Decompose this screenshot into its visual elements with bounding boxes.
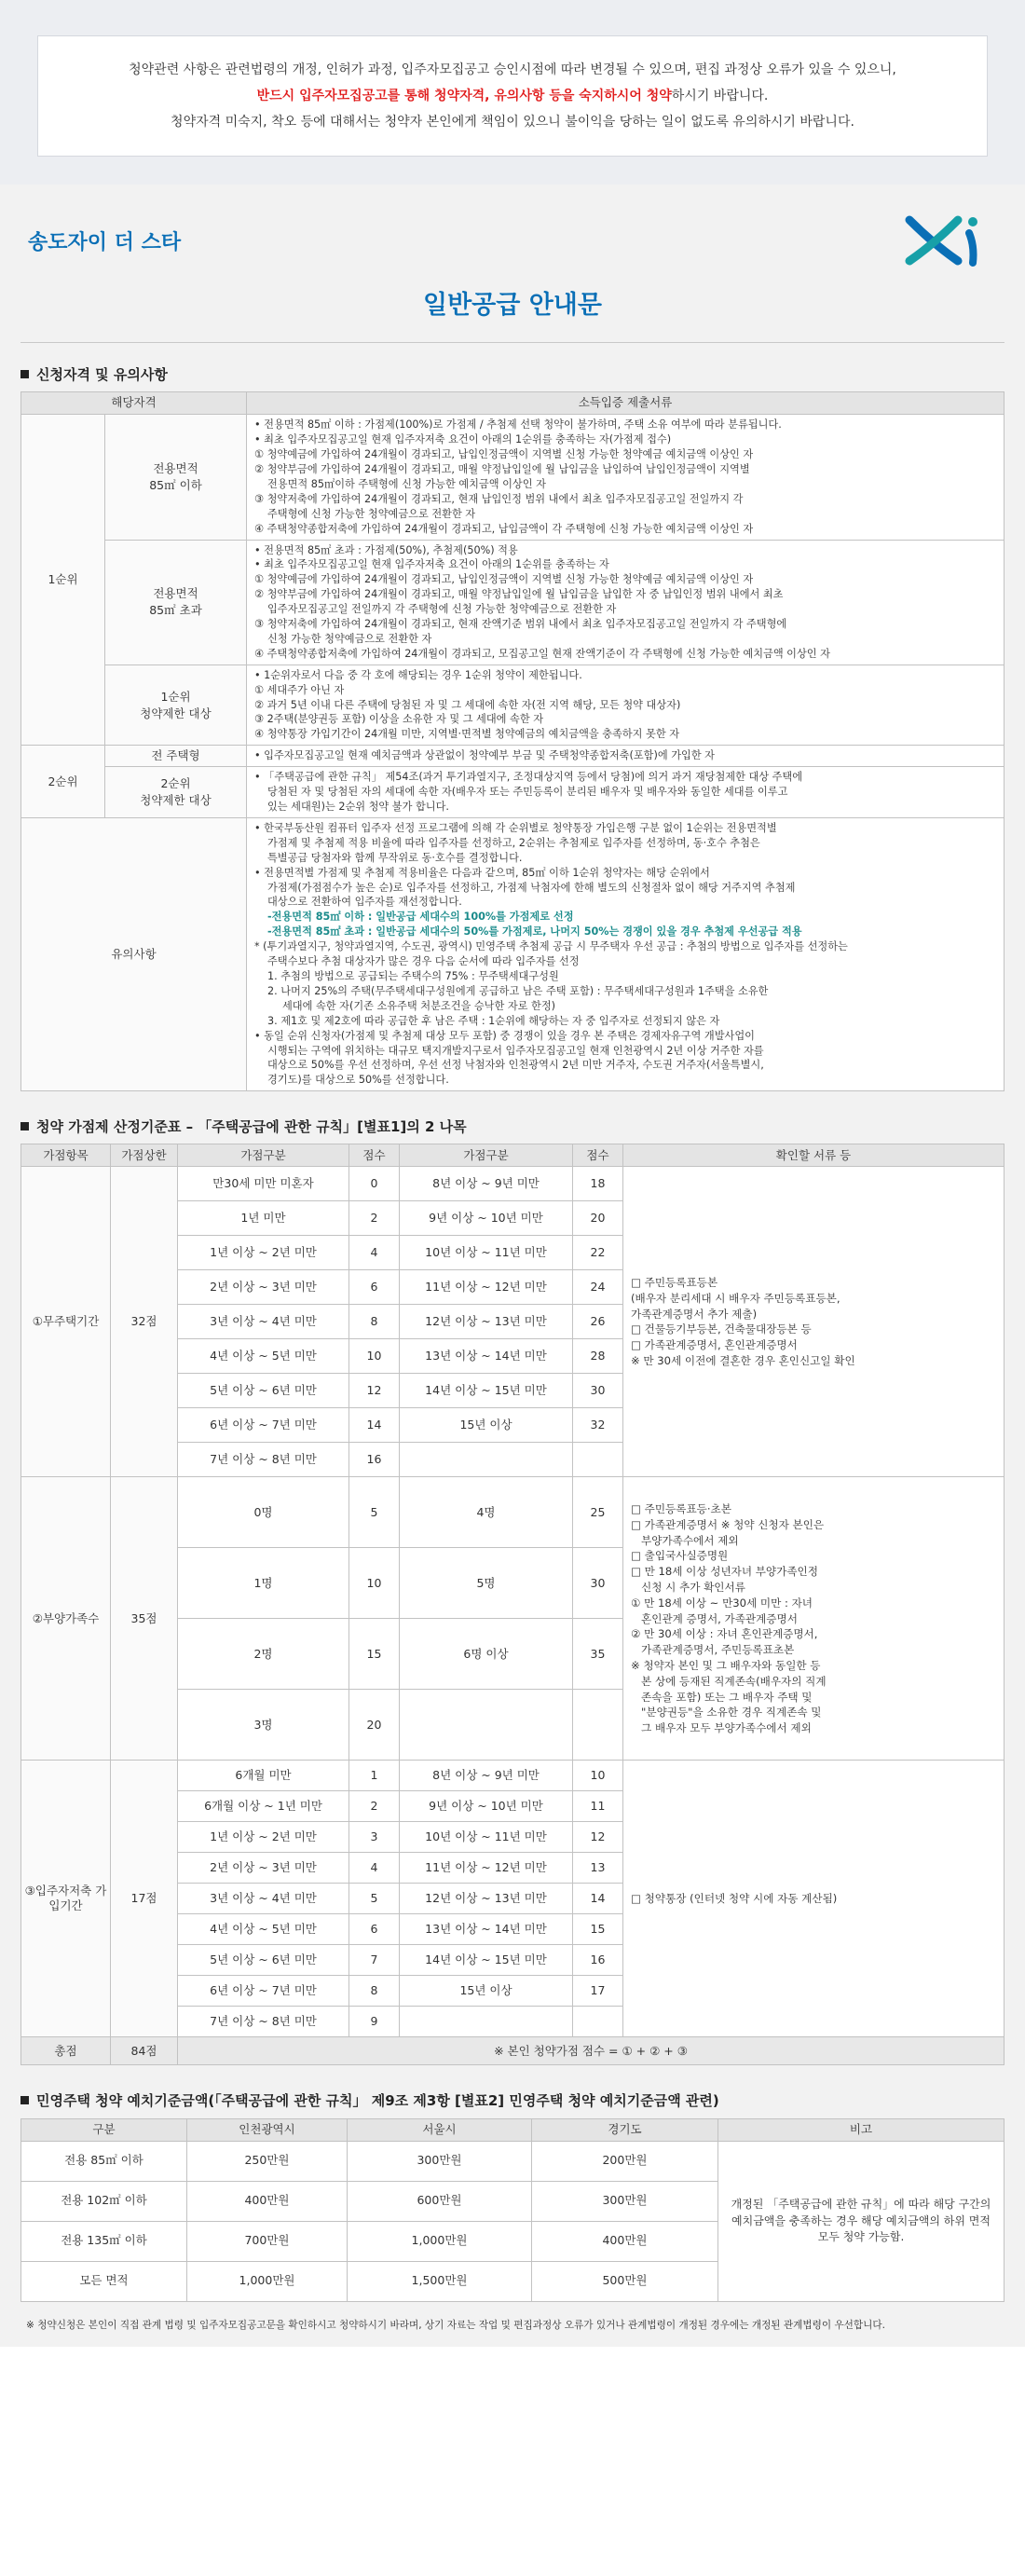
- score-a: 14: [349, 1408, 400, 1443]
- header-cell: 구분: [21, 2118, 187, 2141]
- detail-line: ① 청약예금에 가입하여 24개월이 경과되고, 납입인정금액이 지역별 신청 가능한 청약예금 예치금액 이상인 자: [254, 448, 754, 461]
- detail-line: 주택형에 신청 가능한 청약예금으로 전환한 자: [267, 507, 476, 520]
- score-b: 13: [573, 1853, 623, 1884]
- proof-line: ② 만 30세 이상 : 자녀 혼인관계증명서,: [631, 1627, 818, 1641]
- header-cell: 서울시: [348, 2118, 532, 2141]
- detail-line: 당첨된 자 및 당첨된 자의 세대에 속한 자(배우자 또는 주민등록이 분리된 배우자 및 배우자와 동일한 세대를 이루고: [267, 786, 788, 799]
- section-eligibility-title: [20, 360, 1004, 391]
- proof-documents: [623, 1167, 1004, 1477]
- criterion-b: 12년 이상 ~ 13년 미만: [400, 1884, 573, 1914]
- main-content: [0, 185, 1025, 2347]
- criterion-a: 5년 이상 ~ 6년 미만: [178, 1945, 349, 1976]
- score-item-max: 17점: [111, 1761, 178, 2037]
- criterion-b: 15년 이상: [400, 1408, 573, 1443]
- deposit-amount: 400만원: [532, 2221, 718, 2261]
- criterion-b: [400, 1690, 573, 1761]
- criterion-a: 1명: [178, 1548, 349, 1619]
- table-header-row: [21, 2118, 1004, 2141]
- table-row: [21, 1477, 1004, 1548]
- deposit-amount: 1,000만원: [187, 2261, 348, 2301]
- section-eligibility-title-text: 신청자격 및 유의사항: [36, 366, 168, 383]
- criterion-a: 1년 이상 ~ 2년 미만: [178, 1236, 349, 1270]
- score-b: 30: [573, 1548, 623, 1619]
- section-deposit-title-text: 민영주택 청약 예치기준금액(「주택공급에 관한 규칙」 제9조 제3항 [별표2] 민영주택 청약 예치기준금액 관련): [36, 2092, 719, 2110]
- score-b: 14: [573, 1884, 623, 1914]
- score-a: 9: [349, 2007, 400, 2037]
- criterion-b: 14년 이상 ~ 15년 미만: [400, 1945, 573, 1976]
- score-a: 6: [349, 1270, 400, 1305]
- criterion-a: 4년 이상 ~ 5년 미만: [178, 1914, 349, 1945]
- criterion-a: 0명: [178, 1477, 349, 1548]
- criterion-b: 10년 이상 ~ 11년 미만: [400, 1822, 573, 1853]
- criterion-b: 14년 이상 ~ 15년 미만: [400, 1374, 573, 1408]
- detail-line: ① 세대주가 아닌 자: [254, 683, 345, 696]
- score-a: 8: [349, 1305, 400, 1339]
- logo-text: Xi: [904, 212, 905, 213]
- criterion-b: 13년 이상 ~ 14년 미만: [400, 1339, 573, 1374]
- xi-logo: [904, 212, 990, 268]
- score-b: 25: [573, 1477, 623, 1548]
- group-label: 2순위 청약제한 대상: [105, 767, 247, 818]
- detail-line: • 전용면적별 가점제 및 추첨제 적용비율은 다음과 같으며, 85㎡ 이하 1순위 청약자는 해당 순위에서: [254, 866, 710, 879]
- criterion-a: 3년 이상 ~ 4년 미만: [178, 1305, 349, 1339]
- score-b: 15: [573, 1914, 623, 1945]
- proof-line: ※ 만 30세 이전에 결혼한 경우 혼인신고일 확인: [631, 1354, 855, 1368]
- criterion-a: 3년 이상 ~ 4년 미만: [178, 1884, 349, 1914]
- deposit-table: [20, 2118, 1004, 2302]
- score-item-label: ②부양가족수: [21, 1477, 111, 1761]
- score-a: 0: [349, 1167, 400, 1201]
- score-b: 28: [573, 1339, 623, 1374]
- detail-line: 3. 제1호 및 제2호에 따라 공급한 후 남은 주택 : 1순위에 해당하는 자 중 입주자로 선정되지 않은 자: [267, 1014, 720, 1027]
- header-cell: 가점항목: [21, 1144, 111, 1167]
- criterion-b: 9년 이상 ~ 10년 미만: [400, 1791, 573, 1822]
- proof-line: □ 가족관계증명서, 혼인관계증명서: [631, 1338, 798, 1352]
- proof-documents: [623, 1477, 1004, 1761]
- proof-line: □ 주민등록표등·초본: [631, 1501, 731, 1515]
- detail-line: 입주자모집공고일 전일까지 각 주택형에 신청 가능한 청약예금으로 전환한 자: [267, 603, 617, 616]
- score-a: 2: [349, 1201, 400, 1236]
- score-a: 1: [349, 1761, 400, 1791]
- proof-line: 혼인관계 증명서, 가족관계증명서: [631, 1611, 798, 1625]
- detail-line: ② 청약부금에 가입하여 24개월이 경과되고, 매월 약정납입일에 월 납입금을 납입하여 납입인정금액이 지역별: [254, 462, 750, 475]
- score-b: 18: [573, 1167, 623, 1201]
- criterion-a: 7년 이상 ~ 8년 미만: [178, 2007, 349, 2037]
- group-label: 전용면적 85㎡ 초과: [105, 540, 247, 665]
- criterion-a: 6개월 이상 ~ 1년 미만: [178, 1791, 349, 1822]
- score-b: 35: [573, 1619, 623, 1690]
- score-a: 5: [349, 1884, 400, 1914]
- proof-line: (배우자 분리세대 시 배우자 주민등록표등본,: [631, 1291, 840, 1305]
- criterion-b: 8년 이상 ~ 9년 미만: [400, 1761, 573, 1791]
- detail-line: 시행되는 구역에 위치하는 대규모 택지개발지구로서 입주자모집공고일 현재 인천광역시 2년 이상 거주한 자를: [267, 1044, 764, 1057]
- bullet-square-icon: [20, 370, 29, 378]
- footnote: ※ 청약신청은 본인이 직접 관계 법령 및 입주자모집공고문을 확인하시고 청약하시기 바라며, 상기 자료는 작업 및 편집과정상 오류가 있거나 관계법령이 개정된 경우에는 개정된 관계법령이 우선합니다.: [26, 2319, 885, 2331]
- criterion-a: 만30세 미만 미혼자: [178, 1167, 349, 1201]
- detail-line: 주택수보다 추첨 대상자가 많은 경우 다음 순서에 따라 입주자를 선정: [267, 955, 580, 968]
- proof-line: ① 만 18세 이상 ~ 만30세 미만 : 자녀: [631, 1596, 813, 1610]
- score-b: 16: [573, 1945, 623, 1976]
- table-row: [21, 540, 1004, 665]
- notes-label: 유의사항: [21, 817, 247, 1090]
- detail-line: 신청 가능한 청약예금으로 전환한 자: [267, 632, 432, 645]
- group-label: 전용면적 85㎡ 이하: [105, 415, 247, 540]
- table-row: [21, 817, 1004, 1090]
- detail-line: 경기도)를 대상으로 50%를 선정합니다.: [267, 1074, 449, 1087]
- proof-line: 가족관계증명서 추가 제출): [631, 1307, 758, 1321]
- score-b: 20: [573, 1201, 623, 1236]
- highlight-line: -전용면적 85㎡ 초과 : 일반공급 세대수의 50%를 가점제로, 나머지 50%는 경쟁이 있을 경우 추첨제 우선공급 적용: [267, 925, 802, 939]
- score-a: 8: [349, 1976, 400, 2007]
- deposit-amount: 600만원: [348, 2181, 532, 2221]
- table-row: [21, 746, 1004, 767]
- score-table: [20, 1144, 1004, 2065]
- deposit-amount: 700만원: [187, 2221, 348, 2261]
- proof-line: 가족관계증명서, 주민등록표초본: [631, 1643, 795, 1657]
- criterion-a: 3명: [178, 1690, 349, 1761]
- criterion-a: 1년 이상 ~ 2년 미만: [178, 1822, 349, 1853]
- criterion-a: 2년 이상 ~ 3년 미만: [178, 1853, 349, 1884]
- criterion-b: 12년 이상 ~ 13년 미만: [400, 1305, 573, 1339]
- header-cell: 가점상한: [111, 1144, 178, 1167]
- group-details: [247, 540, 1004, 665]
- score-a: 20: [349, 1690, 400, 1761]
- header-documents: 소득입증 제출서류: [247, 392, 1004, 415]
- table-row: [21, 415, 1004, 540]
- score-b: 30: [573, 1374, 623, 1408]
- total-formula: ※ 본인 청약가점 점수 = ① + ② + ③: [178, 2037, 1004, 2065]
- header-cell: 가점구분: [178, 1144, 349, 1167]
- criterion-a: 7년 이상 ~ 8년 미만: [178, 1443, 349, 1477]
- detail-line: • 전용면적 85㎡ 이하 : 가점제(100%)로 가점제 / 추첨제 선택 청약이 불가하며, 주택 소유 여부에 따라 분류됩니다.: [254, 418, 782, 432]
- deposit-remark: 개정된 「주택공급에 관한 규칙」에 따라 해당 구간의 예치금액을 충족하는 경우 해당 예치금액의 하위 면적 모두 청약 가능함.: [718, 2141, 1004, 2301]
- criterion-b: 13년 이상 ~ 14년 미만: [400, 1914, 573, 1945]
- deposit-amount: 400만원: [187, 2181, 348, 2221]
- score-item-label: ①무주택기간: [21, 1167, 111, 1477]
- score-b: 10: [573, 1761, 623, 1791]
- group-details: [247, 746, 1004, 767]
- detail-line: ③ 청약저축에 가입하여 24개월이 경과되고, 현재 납입인정 범위 내에서 최초 입주자모집공고일 전일까지 각: [254, 492, 744, 505]
- detail-line: • 전용면적 85㎡ 초과 : 가점제(50%), 추첨제(50%) 적용: [254, 543, 518, 556]
- table-row: [21, 665, 1004, 746]
- detail-line: 1. 추첨의 방법으로 공급되는 주택수의 75% : 무주택세대구성원: [267, 969, 559, 982]
- detail-line: • 1순위자로서 다음 중 각 호에 해당되는 경우 1순위 청약이 제한됩니다.: [254, 668, 582, 681]
- proof-line: □ 출입국사실증명원: [631, 1549, 729, 1563]
- detail-line: 전용면적 85㎡이하 주택형에 신청 가능한 예치금액 이상인 자: [267, 477, 546, 490]
- header-cell: 확인할 서류 등: [623, 1144, 1004, 1167]
- detail-line: ④ 주택청약종합저축에 가입하여 24개월이 경과되고, 모집공고일 현재 잔액기준이 각 주택형에 신청 가능한 예치금액 이상인 자: [254, 647, 830, 660]
- detail-line: ① 청약예금에 가입하여 24개월이 경과되고, 납입인정금액이 지역별 신청 가능한 청약예금 예치금액 이상인 자: [254, 573, 754, 586]
- total-row: [21, 2037, 1004, 2065]
- area-label: 전용 135㎡ 이하: [21, 2221, 187, 2261]
- header-cell: 비고: [718, 2118, 1004, 2141]
- criterion-a: 6년 이상 ~ 7년 미만: [178, 1976, 349, 2007]
- header-cell: 가점구분: [400, 1144, 573, 1167]
- header-cell: 점수: [573, 1144, 623, 1167]
- total-max: 84점: [111, 2037, 178, 2065]
- score-b: 26: [573, 1305, 623, 1339]
- rank-2-cell: 2순위: [21, 746, 105, 818]
- page-title: 일반공급 안내문: [20, 287, 1004, 343]
- proof-documents: [623, 1761, 1004, 2037]
- detail-line: • 한국부동산원 컴퓨터 입주자 선정 프로그램에 의해 각 순위별로 청약통장 가입은행 구분 없이 1순위는 전용면적별: [254, 821, 777, 834]
- criterion-b: [400, 2007, 573, 2037]
- criterion-b: 10년 이상 ~ 11년 미만: [400, 1236, 573, 1270]
- area-label: 모든 면적: [21, 2261, 187, 2301]
- detail-line: • 최초 입주자모집공고일 현재 입주자저축 요건이 아래의 1순위를 충족하는 자(가점제 접수): [254, 433, 672, 446]
- detail-line: 가점제(가점점수가 높은 순)로 입주자를 선정하고, 가점제 낙첨자에 한해 별도의 신청절차 없이 해당 거주지역 추첨제: [267, 881, 796, 894]
- score-a: 2: [349, 1791, 400, 1822]
- score-b: [573, 1443, 623, 1477]
- proof-line: ※ 청약자 본인 및 그 배우자와 동일한 등: [631, 1658, 821, 1672]
- score-b: 11: [573, 1791, 623, 1822]
- proof-line: □ 가족관계증명서 ※ 청약 신청자 본인은: [631, 1517, 825, 1531]
- criterion-b: 9년 이상 ~ 10년 미만: [400, 1201, 573, 1236]
- deposit-amount: 250만원: [187, 2141, 348, 2181]
- detail-line: 세대에 속한 자(기존 소유주택 처분조건을 승낙한 자로 한정): [282, 999, 555, 1012]
- notes-details: [247, 817, 1004, 1090]
- detail-line: • 최초 입주자모집공고일 현재 입주자저축 요건이 아래의 1순위를 충족하는 자: [254, 558, 609, 571]
- section-score-title-text: 청약 가점제 산정기준표 – 「주택공급에 관한 규칙」[별표1]의 2 나목: [36, 1118, 467, 1136]
- score-item-max: 32점: [111, 1167, 178, 1477]
- deposit-amount: 300만원: [532, 2181, 718, 2221]
- table-row: [21, 767, 1004, 818]
- area-label: 전용 85㎡ 이하: [21, 2141, 187, 2181]
- score-a: 10: [349, 1548, 400, 1619]
- total-label: 총점: [21, 2037, 111, 2065]
- proof-line: 부양가족수에서 제외: [631, 1533, 739, 1547]
- header-cell: 인천광역시: [187, 2118, 348, 2141]
- proof-line: "분양권등"을 소유한 경우 직계존속 및: [631, 1706, 822, 1720]
- detail-line: 특별공급 당첨자와 함께 무작위로 동·호수를 결정합니다.: [267, 851, 523, 864]
- detail-line: ② 과거 5년 이내 다른 주택에 당첨된 자 및 그 세대에 속한 자(전 지역 해당, 모든 청약 대상자): [254, 698, 681, 711]
- notice-box: [37, 35, 988, 157]
- deposit-amount: 500만원: [532, 2261, 718, 2301]
- deposit-amount: 300만원: [348, 2141, 532, 2181]
- score-a: 12: [349, 1374, 400, 1408]
- header-cell: 점수: [349, 1144, 400, 1167]
- proof-line: 신청 시 추가 확인서류: [631, 1580, 745, 1594]
- proof-line: □ 주민등록표등본: [631, 1276, 718, 1290]
- detail-line: 대상으로 전환하여 입주자를 재선정합니다.: [267, 896, 462, 909]
- table-header-row: [21, 392, 1004, 415]
- proof-line: □ 청약통장 (인터넷 청약 시에 자동 계산됨): [631, 1892, 838, 1906]
- criterion-a: 6개월 미만: [178, 1761, 349, 1791]
- detail-line: • 입주자모집공고일 현재 예치금액과 상관없이 청약예부 부금 및 주택청약종합저축(포함)에 가입한 자: [254, 749, 715, 762]
- group-label: 전 주택형: [105, 746, 247, 767]
- score-b: [573, 1690, 623, 1761]
- score-item-max: 35점: [111, 1477, 178, 1761]
- group-details: [247, 767, 1004, 818]
- criterion-b: 11년 이상 ~ 12년 미만: [400, 1853, 573, 1884]
- criterion-a: 2년 이상 ~ 3년 미만: [178, 1270, 349, 1305]
- detail-line: • 「주택공급에 관한 규칙」 제54조(과거 투기과열지구, 조정대상지역 등에서 당첨)에 의거 과거 재당첨제한 대상 주택에: [254, 771, 803, 784]
- score-a: 15: [349, 1619, 400, 1690]
- deposit-amount: 1,000만원: [348, 2221, 532, 2261]
- criterion-a: 2명: [178, 1619, 349, 1690]
- proof-line: □ 만 18세 이상 성년자녀 부양가족인정: [631, 1565, 818, 1579]
- score-a: 4: [349, 1236, 400, 1270]
- group-label: 1순위 청약제한 대상: [105, 665, 247, 746]
- criterion-b: 11년 이상 ~ 12년 미만: [400, 1270, 573, 1305]
- group-details: [247, 665, 1004, 746]
- criterion-b: 8년 이상 ~ 9년 미만: [400, 1167, 573, 1201]
- score-b: 24: [573, 1270, 623, 1305]
- bullet-square-icon: [20, 2096, 29, 2104]
- score-b: 17: [573, 1976, 623, 2007]
- detail-line: ④ 청약통장 가입기간이 24개월 미만, 지역별·면적별 청약예금의 예치금액을 충족하지 못한 자: [254, 728, 679, 741]
- score-a: 3: [349, 1822, 400, 1853]
- notice-line-2-rest: 하시기 바랍니다.: [671, 89, 769, 103]
- table-row: [21, 1167, 1004, 1201]
- score-b: 12: [573, 1822, 623, 1853]
- proof-line: 본 상에 등재된 직계존속(배우자의 직계: [631, 1674, 827, 1688]
- criterion-a: 4년 이상 ~ 5년 미만: [178, 1339, 349, 1374]
- score-a: 4: [349, 1853, 400, 1884]
- table-header-row: [21, 1144, 1004, 1167]
- score-a: 16: [349, 1443, 400, 1477]
- rank-1-cell: 1순위: [21, 415, 105, 746]
- top-notice: [0, 0, 1025, 185]
- notice-line-1: 청약관련 사항은 관련법령의 개정, 인허가 과정, 입주자모집공고 승인시점에 따라 변경될 수 있으며, 편집 과정상 오류가 있을 수 있으니,: [129, 62, 896, 77]
- detail-line: ② 청약부금에 가입하여 24개월이 경과되고, 매월 약정납입일에 월 납입금을 납입한 자 중 납입인정 범위 내에서 최초: [254, 588, 784, 601]
- deposit-amount: 200만원: [532, 2141, 718, 2181]
- detail-line: • 동일 순위 신청자(가점제 및 추첨제 대상 모두 포함) 중 경쟁이 있을 경우 본 주택은 경제자유구역 개발사업이: [254, 1029, 755, 1042]
- proof-line: 그 배우자 모두 부양가족수에서 제외: [631, 1721, 812, 1735]
- proof-line: □ 건물등기부등본, 건축물대장등본 등: [631, 1322, 812, 1336]
- header-cell: 경기도: [532, 2118, 718, 2141]
- criterion-a: 5년 이상 ~ 6년 미만: [178, 1374, 349, 1408]
- detail-line: 가점제 및 추첨제 적용 비율에 따라 입주자를 선정하고, 2순위는 추첨제로 입주자를 선정하며, 동·호수 추첨은: [267, 836, 760, 849]
- detail-line: 대상으로 50%를 우선 선정하며, 우선 선정 낙첨자와 인천광역시 2년 미만 거주자, 수도권 거주자(서울특별시,: [267, 1059, 764, 1072]
- detail-line: 있는 세대원)는 2순위 청약 불가 합니다.: [267, 801, 449, 813]
- brand-name: 송도자이 더 스타: [28, 231, 182, 254]
- score-item-label: ③입주자저축 가입기간: [21, 1761, 111, 2037]
- proof-line: 존속을 포함) 또는 그 배우자 주택 및: [631, 1690, 813, 1704]
- group-details: [247, 415, 1004, 540]
- criterion-a: 6년 이상 ~ 7년 미만: [178, 1408, 349, 1443]
- bullet-square-icon: [20, 1122, 29, 1130]
- criterion-b: 15년 이상: [400, 1976, 573, 2007]
- notice-line-2: [57, 83, 968, 109]
- detail-line: 2. 나머지 25%의 주택(무주택세대구성원에게 공급하고 남은 주택 포함) : 무주택세대구성원과 1주택을 소유한: [267, 984, 769, 997]
- score-a: 5: [349, 1477, 400, 1548]
- page-header: [20, 185, 1004, 287]
- highlight-line: -전용면적 85㎡ 이하 : 일반공급 세대수의 100%를 가점제로 선정: [267, 911, 574, 924]
- deposit-amount: 1,500만원: [348, 2261, 532, 2301]
- detail-line: ③ 2주택(분양권등 포함) 이상을 소유한 자 및 그 세대에 속한 자: [254, 713, 544, 726]
- notice-line-3: 청약자격 미숙지, 착오 등에 대해서는 청약자 본인에게 책임이 있으니 불이익을 당하는 일이 없도록 유의하시기 바랍니다.: [171, 115, 854, 130]
- score-a: 10: [349, 1339, 400, 1374]
- score-b: [573, 2007, 623, 2037]
- header-eligibility: 해당자격: [21, 392, 247, 415]
- notice-red-text: 반드시 입주자모집공고를 통해 청약자격, 유의사항 등을 숙지하시어 청약: [256, 89, 672, 103]
- criterion-a: 1년 미만: [178, 1201, 349, 1236]
- criterion-b: [400, 1443, 573, 1477]
- table-row: [21, 2141, 1004, 2181]
- score-b: 32: [573, 1408, 623, 1443]
- score-b: 22: [573, 1236, 623, 1270]
- table-row: [21, 1761, 1004, 1791]
- criterion-b: 4명: [400, 1477, 573, 1548]
- section-deposit-title: [20, 2086, 1004, 2117]
- detail-line: ④ 주택청약종합저축에 가입하여 24개월이 경과되고, 납입금액이 각 주택형에 신청 가능한 예치금액 이상인 자: [254, 522, 754, 535]
- area-label: 전용 102㎡ 이하: [21, 2181, 187, 2221]
- detail-line: ③ 청약저축에 가입하여 24개월이 경과되고, 현재 잔액기준 범위 내에서 최초 입주자모집공고일 전일까지 각 주택형에: [254, 618, 787, 631]
- eligibility-table: [20, 391, 1004, 1091]
- detail-line: * (투기과열지구, 청약과열지역, 수도권, 광역시) 민영주택 추첨제 공급 시 무주택자 우선 공급 : 추첨의 방법으로 입주자를 선정하는: [254, 940, 848, 953]
- score-a: 7: [349, 1945, 400, 1976]
- criterion-b: 5명: [400, 1548, 573, 1619]
- criterion-b: 6명 이상: [400, 1619, 573, 1690]
- score-a: 6: [349, 1914, 400, 1945]
- section-score-title: [20, 1112, 1004, 1144]
